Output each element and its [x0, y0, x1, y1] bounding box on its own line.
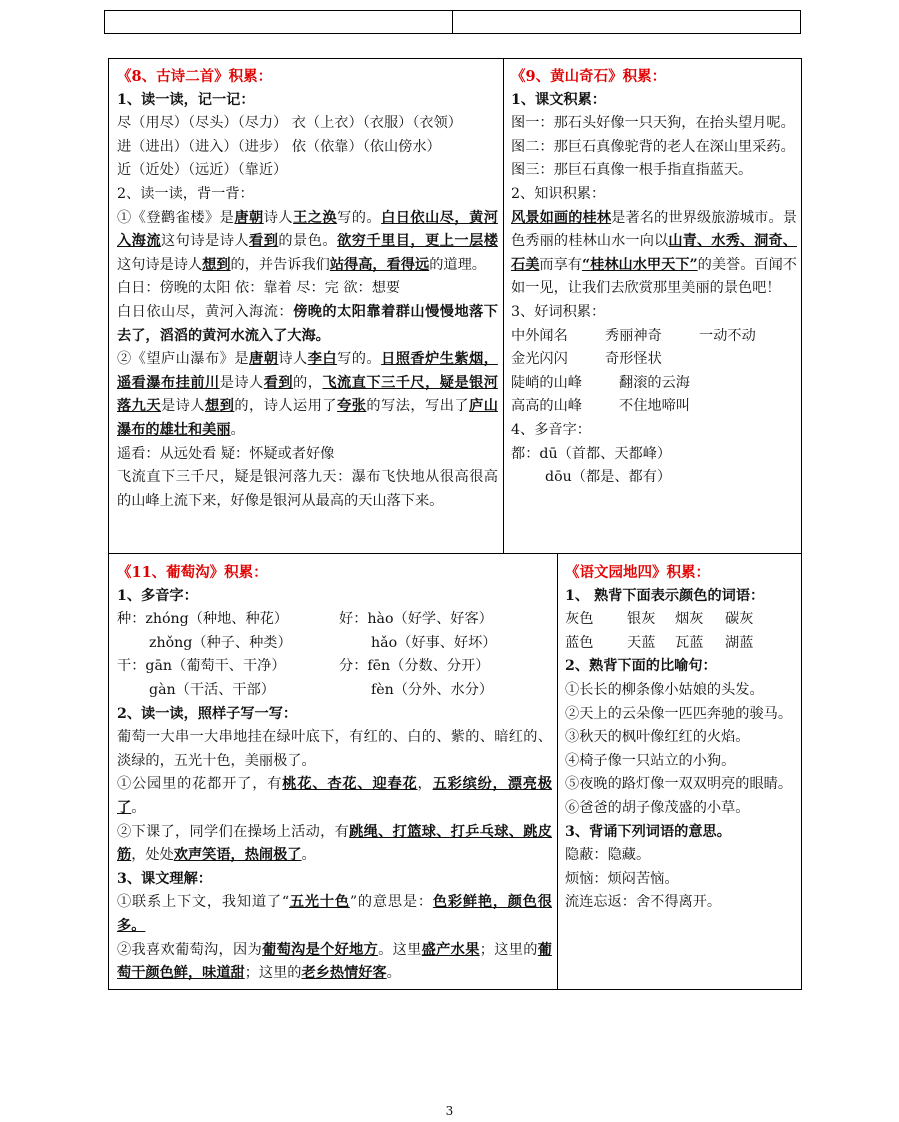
top-table-fragment [104, 10, 801, 34]
example-sentence: ②下课了，同学们在操场上活动，有跳绳、打篮球、打乒乓球、跳皮筋，处处欢声笑语，热闹极了。 [117, 823, 552, 864]
subheading: 2、读一读，照样子写一写： [117, 705, 298, 722]
subheading: 1、多音字： [117, 587, 198, 604]
section-title: 《8、古诗二首》积累： [117, 68, 273, 85]
subheading: 2、读一读，背一背： [117, 185, 254, 202]
meaning-line: 流连忘返：舍不得离开。 [565, 894, 722, 911]
good-words-row: 高高的山峰 不住地啼叫 [511, 398, 690, 415]
word-list-line: 尽（用尽）（尽头）（尽力） 衣（上衣）（衣服）（衣领） [117, 115, 462, 132]
poem-explanation: 飞流直下三千尺，疑是银河落九天：瀑布飞快地从很高很高的山峰上流下来，好像是银河从最高的天山落下来。 [117, 469, 498, 509]
section-title: 《语文园地四》积累： [565, 564, 710, 581]
meaning-line: 隐蔽：隐藏。 [565, 847, 651, 864]
good-words-row: 中外闻名 秀丽神奇 一动不动 [511, 327, 756, 344]
meaning-line: 烦恼：烦闷苦恼。 [565, 870, 679, 887]
good-words-row: 金光闪闪 奇形怪状 [511, 351, 662, 368]
text-line: 图二：那巨石真像驼背的老人在深山里采药。 [511, 138, 795, 155]
subheading: 3、好词积累： [511, 303, 606, 320]
comprehension-answer: ①联系上下文，我知道了“五光十色”的意思是：色彩鲜艳，颜色很多。 [117, 894, 552, 934]
section-title: 《11、葡萄沟》积累： [117, 564, 268, 581]
knowledge-paragraph: 风景如画的桂林是著名的世界级旅游城市。景色秀丽的桂林山水一向以山青、水秀、洞奇、石美而享有“桂林山水甲天下”的美誉。百闻不如一见，让我们去欣赏那里美丽的景色吧！ [511, 209, 797, 297]
good-words-row: 陡峭的山峰 翻滚的云海 [511, 374, 690, 391]
section-gushi-erhsou [109, 59, 504, 554]
polyphone-row: zhǒng（种子、种类） hǎo（好事、好坏） [149, 634, 497, 651]
top-table-cell-right [452, 11, 800, 33]
polyphone-row: 种：zhóng（种地、种花） 好：hào（好学、好客） [117, 611, 493, 628]
polyphone-row: gàn（干活、干部） fèn（分外、水分） [149, 681, 494, 698]
text-line: 图三：那巨石真像一根手指直指蓝天。 [511, 162, 753, 179]
subheading: 1、课文积累： [511, 91, 606, 108]
simile-sentence: ④椅子像一只站立的小狗。 [565, 752, 736, 769]
section-yuwen-yuandi [558, 554, 801, 989]
example-sentence: ①公园里的花都开了，有桃花、杏花、迎春花，五彩缤纷，漂亮极了。 [117, 776, 552, 816]
poem-paragraph: ②《望庐山瀑布》是唐朝诗人李白写的。日照香炉生紫烟，遥看瀑布挂前川是诗人看到的，飞流直下三千尺，疑是银河落九天是诗人想到的，诗人运用了夸张的写法，写出了庐山瀑布的雄壮和美丽。 [117, 351, 498, 438]
page-number: 3 [445, 1104, 454, 1118]
subheading: 1、读一读，记一记： [117, 91, 255, 108]
simile-sentence: ①长长的柳条像小姑娘的头发。 [565, 681, 764, 698]
word-notes: 白日：傍晚的太阳 依：靠着 尽：完 欲：想要 [117, 280, 401, 297]
word-notes: 遥看：从远处看 疑：怀疑或者好像 [117, 445, 335, 462]
word-list-line: 近（近处）（远近）（靠近） [117, 162, 288, 179]
simile-sentence: ②天上的云朵像一匹匹奔驰的骏马。 [565, 705, 793, 722]
poem-explanation: 白日依山尽，黄河入海流：傍晚的太阳靠着群山慢慢地落下去了，滔滔的黄河水流入了大海。 [117, 303, 498, 344]
section-title: 《9、黄山奇石》积累： [511, 68, 667, 85]
polyphone-line: dōu（都是、都有） [545, 469, 672, 486]
simile-sentence: ⑥爸爸的胡子像茂盛的小草。 [565, 799, 750, 816]
word-list-line: 进（进出）（进入）（进步） 依（依靠）（依山傍水） [117, 138, 441, 155]
notes-table [108, 58, 802, 990]
text-line: 图一：那石头好像一只天狗，在抬头望月呢。 [511, 115, 795, 132]
subheading: 2、知识积累： [511, 185, 606, 202]
polyphone-line: 都：dū（首都、天都峰） [511, 445, 672, 462]
color-words-row: 灰色 银灰 烟灰 碳灰 [565, 611, 754, 628]
comprehension-answer: ②我喜欢葡萄沟，因为葡萄沟是个好地方。这里盛产水果；这里的葡萄干颜色鲜，味道甜；这里的老乡热情好客。 [117, 941, 552, 982]
subheading: 3、课文理解： [117, 870, 212, 887]
subheading: 2、熟背下面的比喻句： [565, 658, 717, 675]
subheading: 4、多音字： [511, 421, 591, 438]
top-table-cell-left [105, 11, 452, 33]
subheading: 3、背诵下列词语的意思。 [565, 823, 731, 840]
simile-sentence: ⑤夜晚的路灯像一双双明亮的眼睛。 [565, 776, 793, 793]
section-huangshan-qishi [504, 59, 801, 554]
poem-paragraph: ①《登鹳雀楼》是唐朝诗人王之涣写的。白日依山尽，黄河入海流这句诗是诗人看到的景色。欲穷千里目，更上一层楼这句诗是诗人想到的，并告诉我们站得高，看得远的道理。 [117, 209, 498, 273]
text-line: 葡萄一大串一大串地挂在绿叶底下，有红的、白的、紫的、暗红的、淡绿的，五光十色，美丽极了。 [117, 729, 552, 769]
simile-sentence: ③秋天的枫叶像红红的火焰。 [565, 729, 750, 746]
polyphone-row: 干：gān（葡萄干、干净） 分：fēn（分数、分开） [117, 658, 490, 675]
section-putaogou [109, 554, 558, 989]
color-words-row: 蓝色 天蓝 瓦蓝 湖蓝 [565, 634, 754, 651]
subheading: 1、 熟背下面表示颜色的词语： [565, 587, 765, 604]
